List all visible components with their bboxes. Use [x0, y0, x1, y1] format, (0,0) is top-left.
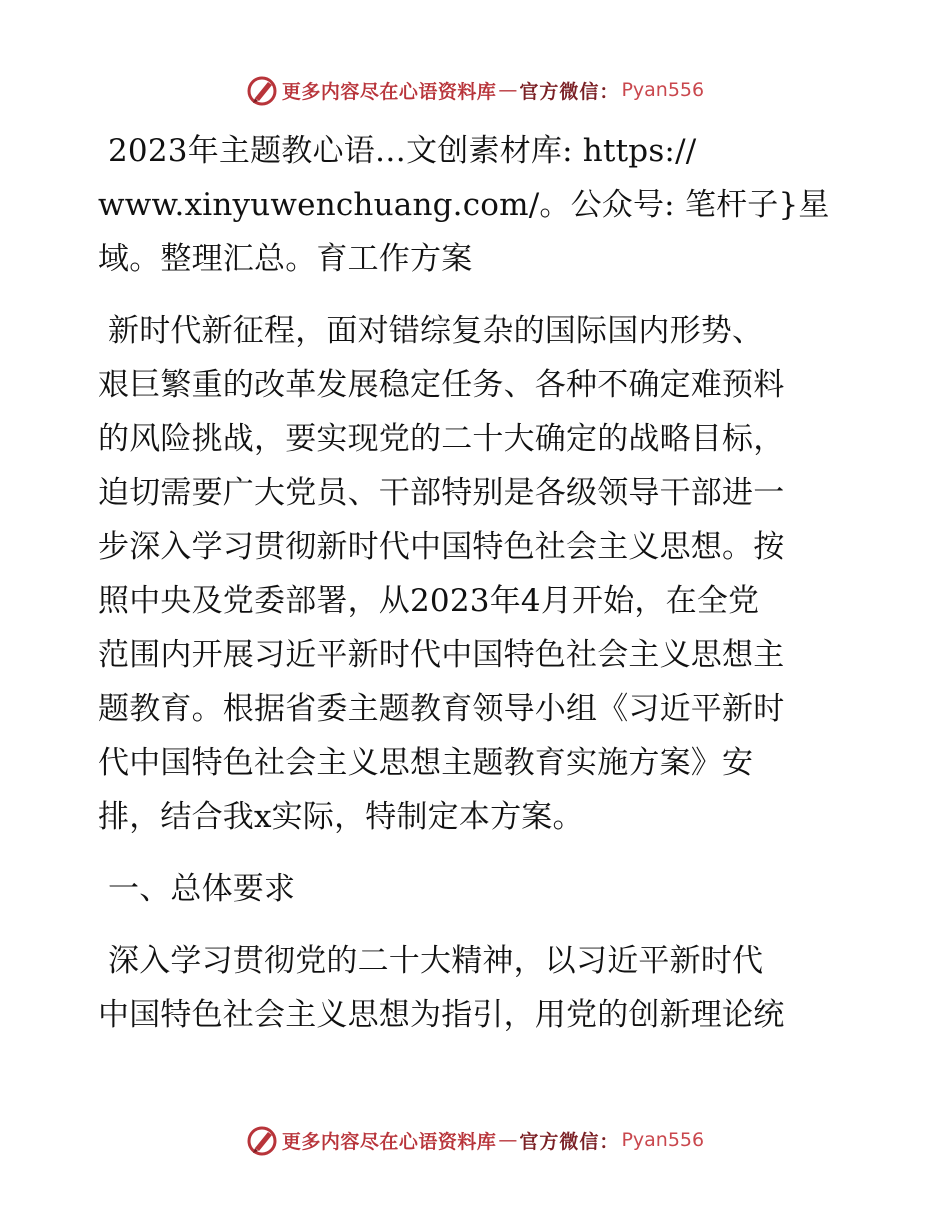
paragraph-line: 排，结合我x实际，特制定本方案。: [98, 799, 584, 835]
watermark-sub-text: 官方微信：: [519, 1130, 620, 1153]
pen-logo-icon: [246, 1124, 278, 1156]
watermark-main-text: 更多内容尽在心语资料库: [281, 1130, 497, 1153]
paragraph-line: 代中国特色社会主义思想主题教育实施方案》安: [98, 745, 754, 781]
watermark-dash: —: [498, 79, 518, 101]
pen-logo-icon: [246, 74, 278, 106]
paragraph-line: 的风险挑战，要实现党的二十大确定的战略目标，: [98, 421, 785, 457]
title-line: 2023年主题教心语…文创素材库: https://: [108, 133, 697, 169]
document-body: [98, 124, 858, 1060]
watermark-main-text: 更多内容尽在心语资料库: [281, 80, 497, 103]
paragraph-line: 深入学习贯彻党的二十大精神，以习近平新时代: [108, 943, 764, 979]
watermark-sub-text: 官方微信：: [519, 80, 620, 103]
header-watermark: [0, 70, 950, 110]
paragraph-line: 新时代新征程，面对错综复杂的国际国内形势、: [108, 313, 764, 349]
watermark-id-text: Pyan556: [621, 1129, 705, 1151]
section-paragraph: [98, 934, 858, 1042]
title-line: www.xinyuwenchuang.com/。公众号: 笔杆子}星: [98, 187, 830, 223]
watermark-id-text: Pyan556: [621, 79, 705, 101]
document-title: [98, 124, 858, 286]
footer-watermark: [0, 1120, 950, 1160]
paragraph-line: 步深入学习贯彻新时代中国特色社会主义思想。按: [98, 529, 785, 565]
paragraph-line: 题教育。根据省委主题教育领导小组《习近平新时: [98, 691, 785, 727]
paragraph-line: 艰巨繁重的改革发展稳定任务、各种不确定难预料: [98, 367, 785, 403]
paragraph-line: 范围内开展习近平新时代中国特色社会主义思想主: [98, 637, 785, 673]
title-line: 域。整理汇总。育工作方案: [98, 241, 473, 277]
paragraph-line: 中国特色社会主义思想为指引，用党的创新理论统: [98, 997, 785, 1033]
heading-text: 一、总体要求: [108, 871, 296, 907]
paragraph-line: 迫切需要广大党员、干部特别是各级领导干部进一: [98, 475, 785, 511]
intro-paragraph: [98, 304, 858, 844]
section-heading: [98, 862, 858, 916]
paragraph-line: 照中央及党委部署，从2023年4月开始，在全党: [98, 583, 760, 619]
watermark-dash: —: [498, 1129, 518, 1151]
